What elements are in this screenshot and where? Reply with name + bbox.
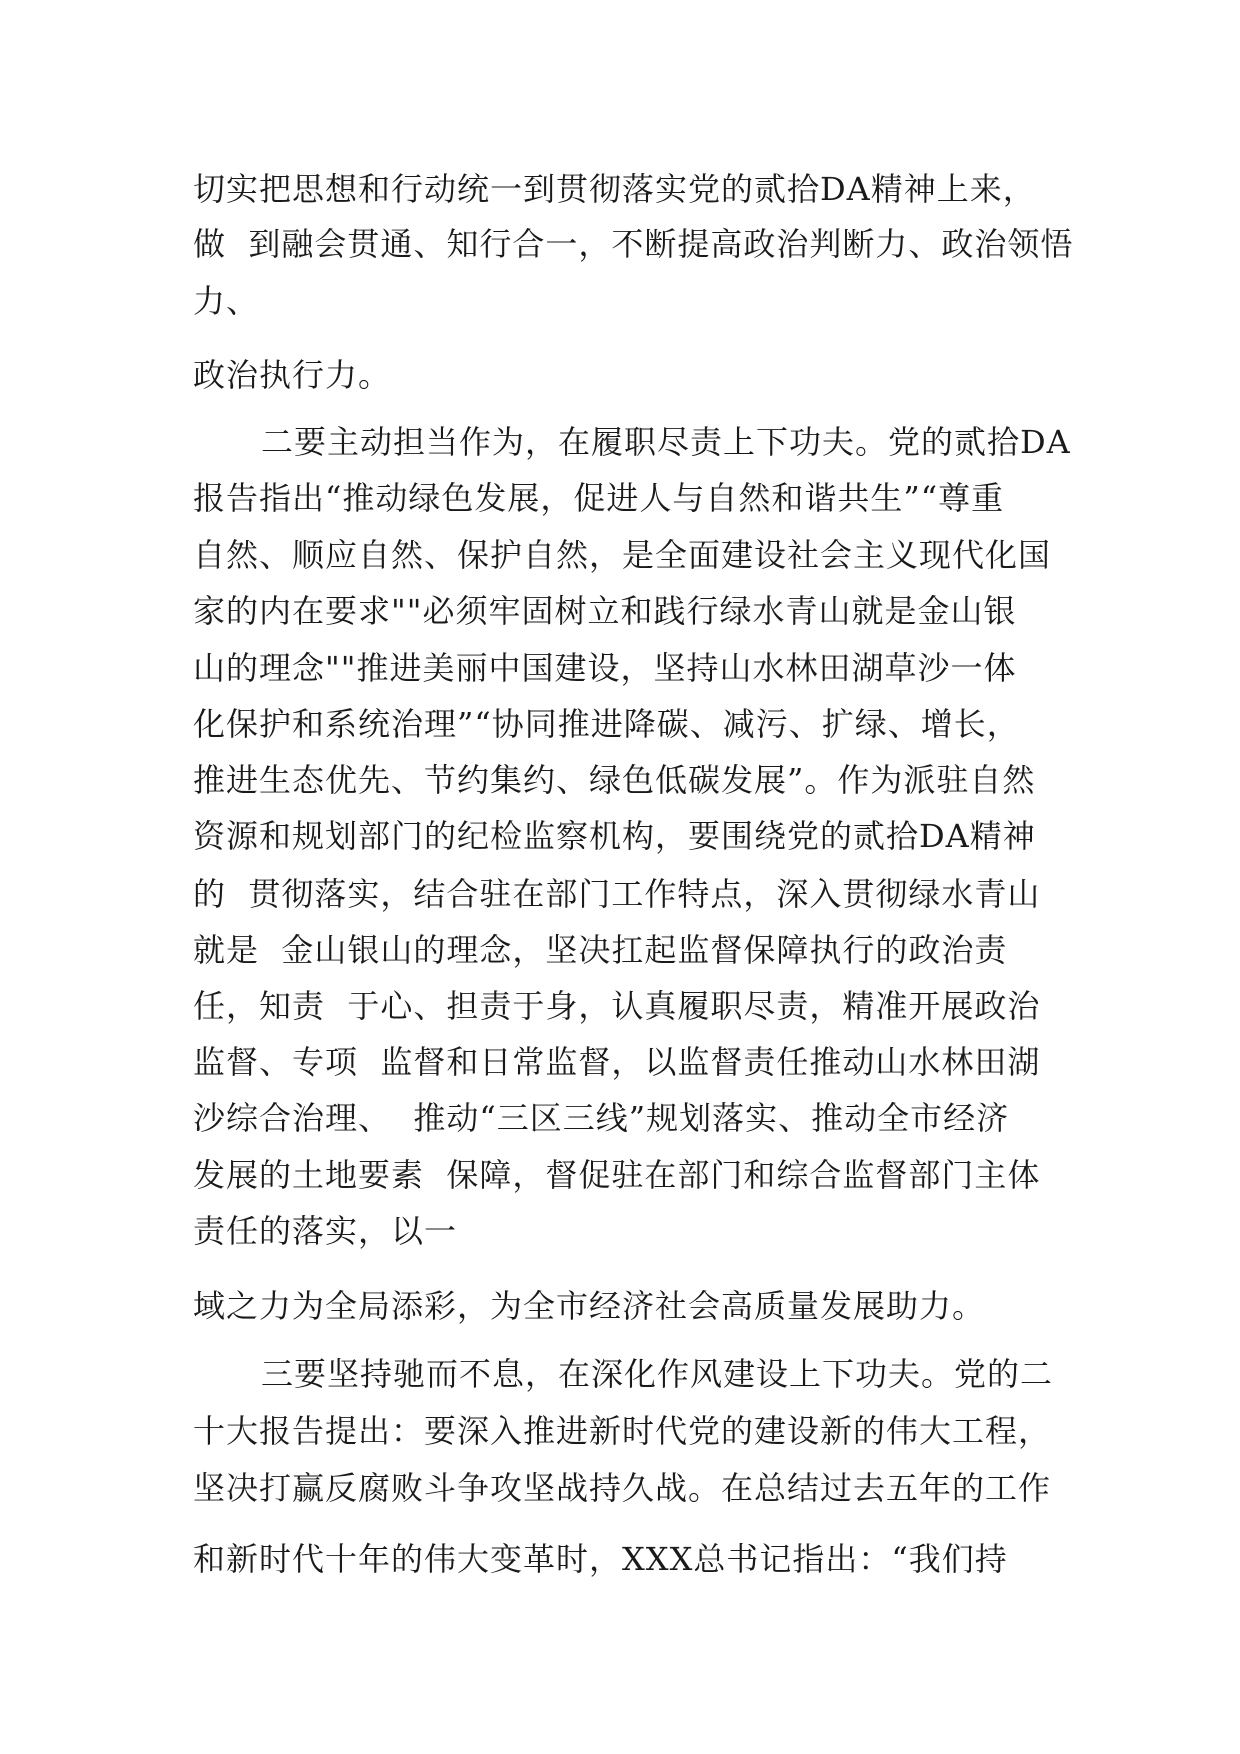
text-line: 责任的落实，以一 [193, 1212, 458, 1250]
text-line: 力、 [193, 282, 260, 320]
text-line: 山的理念""推进美丽中国建设，坚持山水林田湖草沙一体 [193, 649, 1017, 687]
paragraph-start-line: 二要主动担当作为，在履职尽责上下功夫。党的贰拾DA [261, 423, 1071, 461]
text-line: 政治执行力。 [193, 356, 392, 394]
text-line: 坚决打赢反腐败斗争攻坚战持久战。在总结过去五年的工作 [193, 1469, 1052, 1507]
text-line: 家的内在要求""必须牢固树立和践行绿水青山就是金山银 [193, 592, 1017, 630]
text-line: 十大报告提出：要深入推进新时代党的建设新的伟大工程， [193, 1412, 1052, 1450]
text-line: 的 贯彻落实，结合驻在部门工作特点，深入贯彻绿水青山 [193, 875, 1041, 913]
text-line: 就是 金山银山的理念，坚决扛起监督保障执行的政治责 [193, 931, 1008, 969]
text-line: 任，知责 于心、担责于身，认真履职尽责，精准开展政治 [193, 987, 1041, 1025]
text-line: 沙综合治理、 推动“三区三线”规划落实、推动全市经济 [193, 1099, 1010, 1137]
text-line: 切实把思想和行动统一到贯彻落实党的贰拾DA精神上来， [193, 170, 1036, 208]
text-line: 推进生态优先、节约集约、绿色低碳发展”。作为派驻自然 [193, 761, 1036, 799]
text-line: 资源和规划部门的纪检监察机构，要围绕党的贰拾DA精神 [193, 817, 1036, 855]
text-line: 监督、专项 监督和日常监督，以监督责任推动山水林田湖 [193, 1043, 1041, 1081]
text-line: 发展的土地要素 保障，督促驻在部门和综合监督部门主体 [193, 1156, 1041, 1194]
text-line: 报告指出“推动绿色发展，促进人与自然和谐共生”“尊重 [193, 479, 1005, 517]
text-line: 域之力为全局添彩，为全市经济社会高质量发展助力。 [193, 1287, 986, 1325]
text-line: 和新时代十年的伟大变革时，XXX总书记指出：“我们持 [193, 1540, 1008, 1578]
text-line: 做 到融会贯通、知行合一，不断提高政治判断力、政治领悟 [193, 225, 1074, 263]
text-line: 化保护和系统治理”“协同推进降碳、减污、扩绿、增长， [193, 705, 1020, 743]
text-line: 自然、顺应自然、保护自然，是全面建设社会主义现代化国 [193, 536, 1052, 574]
paragraph-start-line: 三要坚持驰而不息，在深化作风建设上下功夫。党的二 [261, 1355, 1054, 1393]
